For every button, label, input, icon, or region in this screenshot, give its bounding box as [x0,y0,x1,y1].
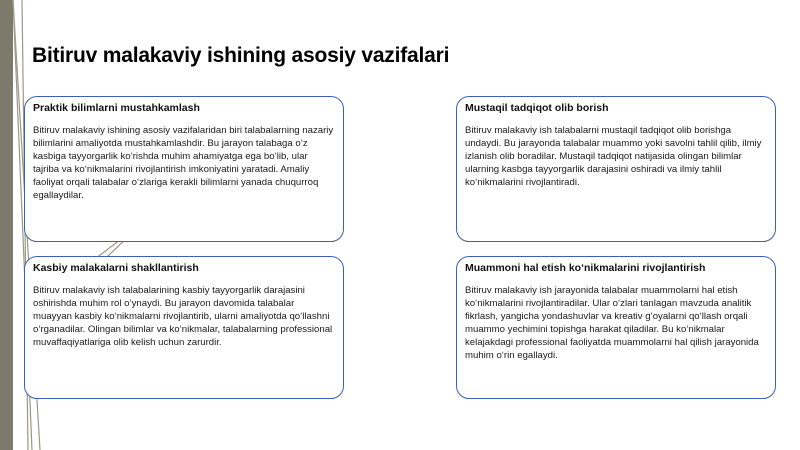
slide-title: Bitiruv malakaviy ishining asosiy vazifalari [32,44,450,67]
card-professional-skills [24,256,344,399]
card-problem-solving [456,256,776,399]
card-text: Bitiruv malakaviy ishining asosiy vazifalaridan biri talabalarning nazariy bilimlarini amaliyotda mustahkamlashdir. Bu jarayon talabaga o‘z kasbiga tayyorgarlik ko‘rishda muhim ahamiyatga ega bo‘lib, ular tajriba va ko‘nikmalarini rivojlantirish imkoniyatini yaratadi. Amaliy faoliyat orqali talabalar o‘zlariga kerakli bilimlarni yanada chuqurroq egallaydilar. [33,125,334,201]
left-decorative-strip [0,0,13,450]
card-title: Praktik bilimlarni mustahkamlash [33,102,200,114]
card-title: Kasbiy malakalarni shakllantirish [33,262,199,274]
card-text: Bitiruv malakaviy ish talabalarining kasbiy tayyorgarlik darajasini oshirishda muhim rol o‘ynaydi. Bu jarayon davomida talabalar muayyan kasbiy ko‘nikmalarni rivojlantirib, ularni amaliyotda qo‘llashni o‘rganadilar. Olingan bilimlar va ko‘nikmalar, talabalarning professional muvaffaqiyatlariga olib kelish uchun zarurdir. [33,285,333,348]
card-text: Bitiruv malakaviy ish talabalarni mustaqil tadqiqot olib borishga undaydi. Bu jarayonda talabalar muammo yoki savolni tahlil qilib, ilmiy izlanish olib boradilar. Mustaqil tadqiqot natijasida olingan bilimlar ularning kasbga tayyorgarlik darajasini oshiradi va ilmiy tahlil ko‘nikmalarini rivojlantiradi. [465,125,762,188]
card-title: Muammoni hal etish ko‘nikmalarini rivojlantirish [465,262,706,274]
card-practical-knowledge [24,96,344,242]
card-independent-research [456,96,776,242]
card-title: Mustaqil tadqiqot olib borish [465,102,609,114]
card-text: Bitiruv malakaviy ish jarayonida talabalar muammolarni hal etish ko‘nikmalarini rivojlantiradilar. Ular o‘zlari tanlagan mavzuda analitik fikrlash, yangicha yondashuvlar va kreativ g‘oyalarni qo‘llash orqali muammo yechimini topishga harakat qiladilar. Bu ko‘nikmalar kelajakdagi professional faoliyatda muammolarni hal qilish jarayonida muhim o‘rin egallaydi. [465,285,759,361]
